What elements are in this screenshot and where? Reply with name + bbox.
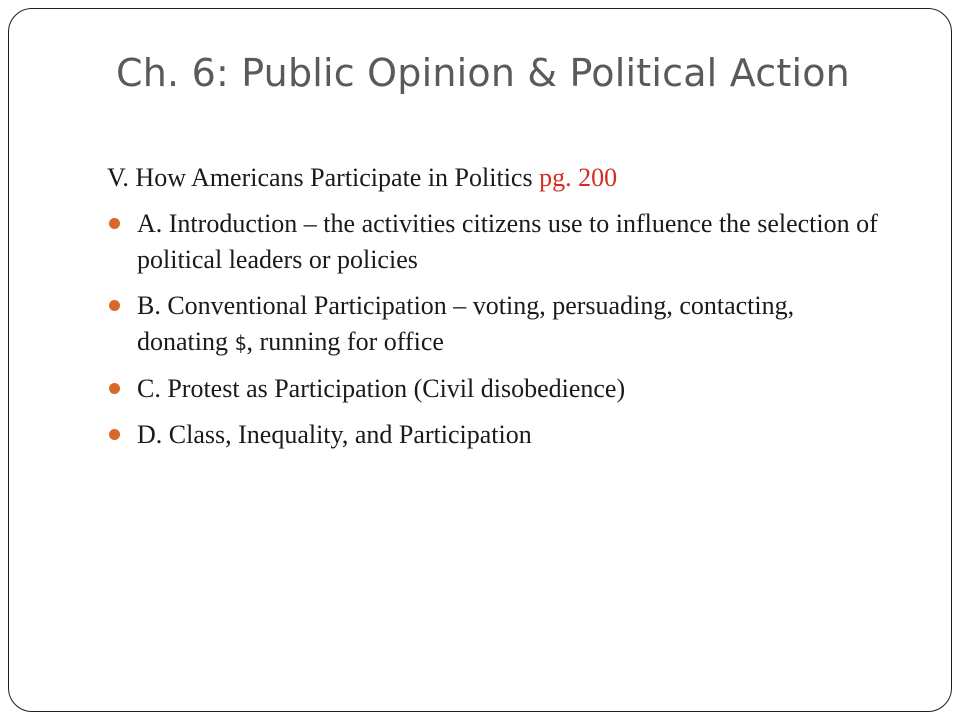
bullet-text-b-after: , running for office [246,327,444,356]
bullet-text-d: D. Class, Inequality, and Participation [137,420,532,449]
bullet-item-d [107,417,887,453]
bullet-text-c: C. Protest as Participation (Civil disobedience) [137,374,626,403]
section-heading-text: V. How Americans Participate in Politics [107,163,540,192]
bullet-item-a [107,206,887,278]
bullet-item-b [107,288,887,361]
bullet-text-b-before: B. Conventional Participation – voting, persuading, contacting, donating [137,291,795,356]
bullet-list [107,206,887,453]
bullet-icon [109,300,120,311]
dollar-symbol: $ [234,331,247,355]
bullet-icon [109,429,120,440]
slide-title: Ch. 6: Public Opinion & Political Action [116,51,850,95]
bullet-item-c [107,371,887,407]
bullet-text-a: A. Introduction – the activities citizens use to influence the selection of political leaders or policies [137,209,878,274]
section-heading [107,160,887,196]
slide-content [107,160,887,463]
page-reference: pg. 200 [539,163,618,192]
bullet-icon [109,218,120,229]
bullet-icon [109,383,120,394]
